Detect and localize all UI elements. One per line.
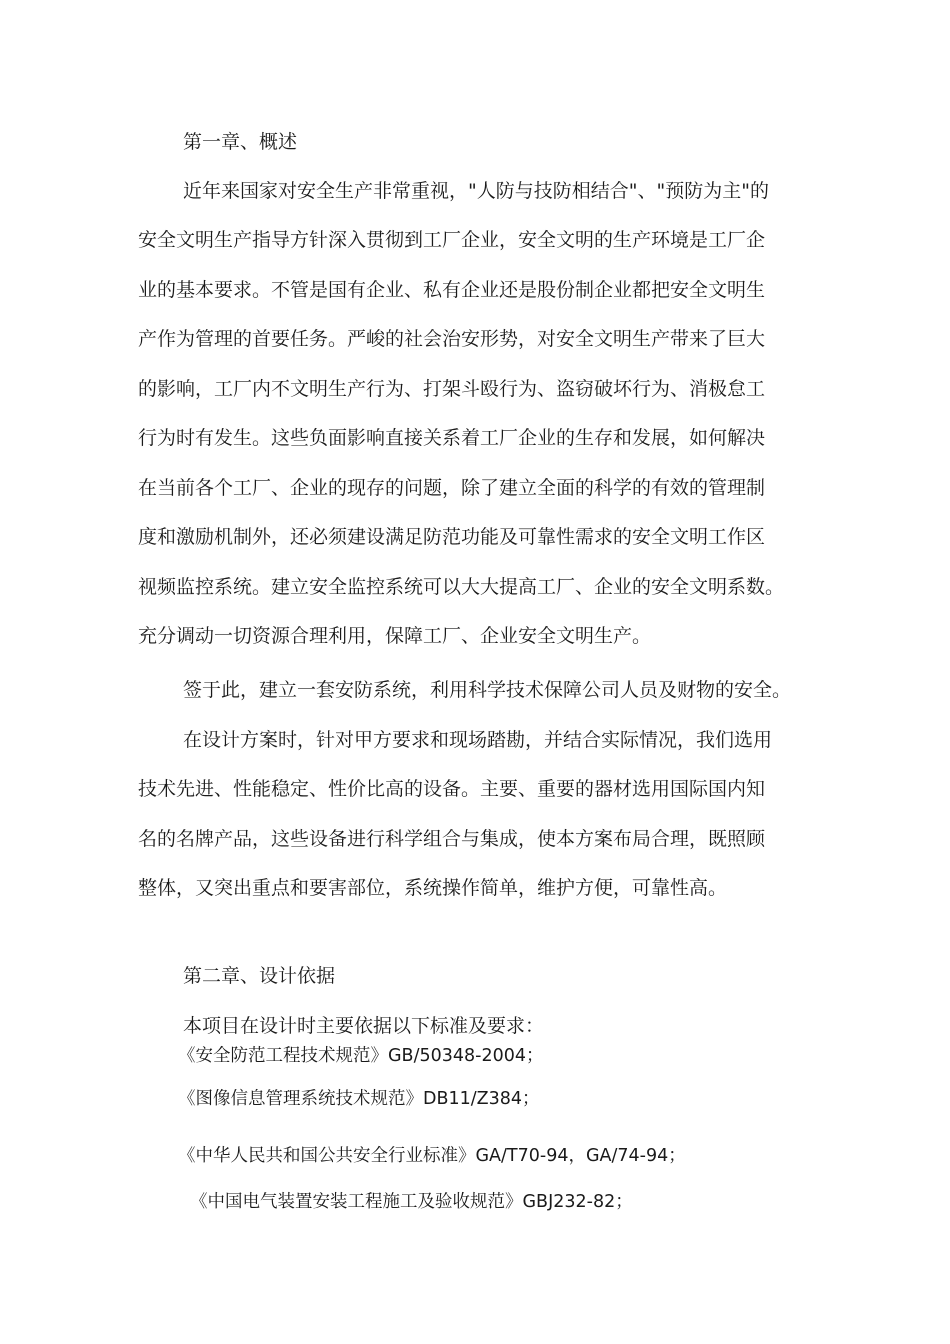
chapter1-para3-line: 名的名牌产品，这些设备进行科学组合与集成，使本方案布局合理，既照顾 xyxy=(138,828,766,850)
chapter1-para1-line: 安全文明生产指导方针深入贯彻到工厂企业，安全文明的生产环境是工厂企 xyxy=(138,229,766,251)
chapter1-para1-line: 视频监控系统。建立安全监控系统可以大大提高工厂、企业的安全文明系数。 xyxy=(138,576,785,598)
chapter1-para3-line: 技术先进、性能稳定、性价比高的设备。主要、重要的器材选用国际国内知 xyxy=(138,778,766,800)
standard-item: 《安全防范工程技术规范》GB/50348-2004； xyxy=(178,1046,544,1066)
chapter1-para3-line: 在设计方案时，针对甲方要求和现场踏勘，并结合实际情况，我们选用 xyxy=(183,729,773,751)
chapter1-para1-line: 行为时有发生。这些负面影响直接关系着工厂企业的生存和发展，如何解决 xyxy=(138,427,766,449)
standard-item: 《图像信息管理系统技术规范》DB11/Z384； xyxy=(178,1089,540,1109)
chapter1-para2: 签于此，建立一套安防系统，利用科学技术保障公司人员及财物的安全。 xyxy=(183,679,792,701)
chapter1-para1-line: 在当前各个工厂、企业的现存的问题，除了建立全面的科学的有效的管理制 xyxy=(138,477,766,499)
chapter1-para1-line: 产作为管理的首要任务。严峻的社会治安形势，对安全文明生产带来了巨大 xyxy=(138,328,766,350)
chapter2-intro: 本项目在设计时主要依据以下标准及要求： xyxy=(183,1015,545,1037)
standard-item: 《中华人民共和国公共安全行业标准》GA/T70-94，GA/74-94； xyxy=(178,1146,686,1166)
chapter1-para1-line: 的影响，工厂内不文明生产行为、打架斗殴行为、盗窃破坏行为、消极怠工 xyxy=(138,378,766,400)
chapter1-heading: 第一章、概述 xyxy=(183,131,298,153)
chapter1-para1-line: 近年来国家对安全生产非常重视，"人防与技防相结合"、"预防为主"的 xyxy=(183,180,769,202)
standard-item: 《中国电气装置安装工程施工及验收规范》GBJ232-82； xyxy=(190,1192,633,1212)
chapter1-para1-line: 充分调动一切资源合理利用，保障工厂、企业安全文明生产。 xyxy=(138,625,652,647)
chapter1-para1-line: 度和激励机制外，还必须建设满足防范功能及可靠性需求的安全文明工作区 xyxy=(138,526,766,548)
chapter1-para1-line: 业的基本要求。不管是国有企业、私有企业还是股份制企业都把安全文明生 xyxy=(138,279,766,301)
chapter2-heading: 第二章、设计依据 xyxy=(183,965,336,987)
chapter1-para3-line: 整体，又突出重点和要害部位，系统操作简单，维护方便，可靠性高。 xyxy=(138,877,728,899)
